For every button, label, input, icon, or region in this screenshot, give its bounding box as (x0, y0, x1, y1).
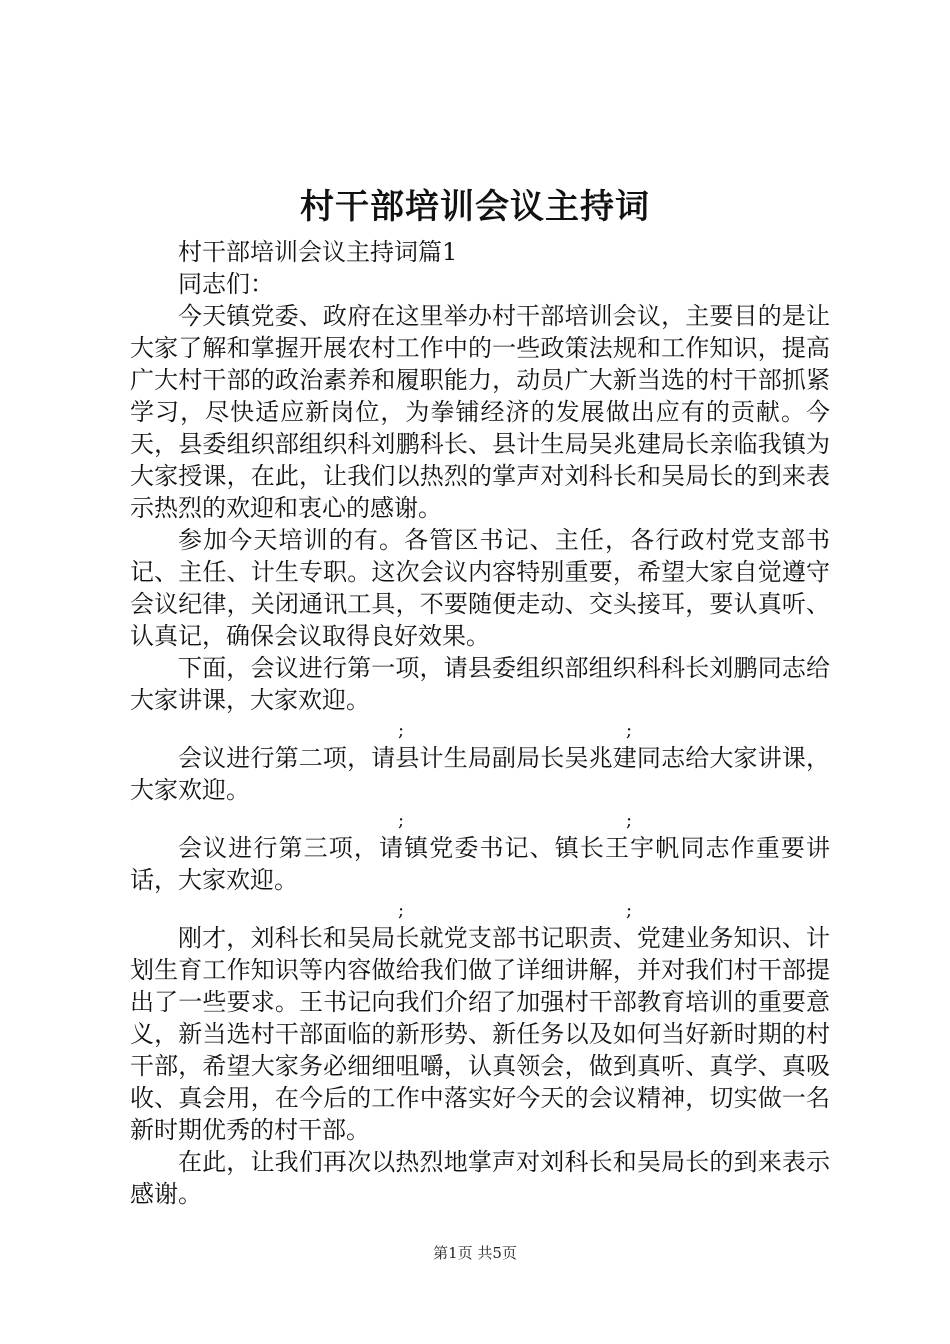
document-body (130, 236, 830, 1210)
page-footer: 第1页 共5页 (433, 1244, 517, 1262)
separator-mark: ; (398, 900, 405, 921)
paragraph-summary: 刚才，刘科长和吴局长就党支部书记职责、党建业务知识、计划生育工作知识等内容做给我们做了详细讲解，并对我们村干部提出了一些要求。王书记向我们介绍了加强村干部教育培训的重要意义，新当选村干部面临的新形势、新任务以及如何当好新时期的村干部，希望大家务必细细咀嚼，认真领会，做到真听、真学、真吸收、真会用，在今后的工作中落实好今天的会议精神，切实做一名新时期优秀的村干部。 (130, 924, 830, 1144)
document-title: 村干部培训会议主持词 (300, 187, 650, 227)
separator-row (130, 716, 830, 742)
section-heading: 村干部培训会议主持词篇1 (178, 238, 458, 266)
paragraph-item-1: 下面，会议进行第一项，请县委组织部组织科科长刘鹏同志给大家讲课，大家欢迎。 (130, 654, 830, 714)
paragraph-attendees: 参加今天培训的有。各管区书记、主任，各行政村党支部书记、主任、计生专职。这次会议内容特别重要，希望大家自觉遵守会议纪律，关闭通讯工具，不要随便走动、交头接耳，要认真听、认真记，确保会议取得良好效果。 (130, 526, 830, 650)
paragraph-item-2: 会议进行第二项，请县计生局副局长吴兆建同志给大家讲课，大家欢迎。 (130, 744, 830, 804)
paragraph-intro: 今天镇党委、政府在这里举办村干部培训会议，主要目的是让大家了解和掌握开展农村工作中的一些政策法规和工作知识，提高广大村干部的政治素养和履职能力，动员广大新当选的村干部抓紧学习，尽快适应新岗位，为拳铺经济的发展做出应有的贡献。今天，县委组织部组织科刘鹏科长、县计生局吴兆建局长亲临我镇为大家授课，在此，让我们以热烈的掌声对刘科长和吴局长的到来表示热烈的欢迎和衷心的感谢。 (130, 302, 830, 522)
separator-row (130, 806, 830, 832)
paragraph-closing: 在此，让我们再次以热烈地掌声对刘科长和吴局长的到来表示感谢。 (130, 1148, 830, 1208)
separator-mark: ; (398, 810, 405, 831)
separator-mark: ; (626, 810, 633, 831)
separator-row (130, 896, 830, 922)
paragraph-item-3: 会议进行第三项，请镇党委书记、镇长王宇帆同志作重要讲话，大家欢迎。 (130, 834, 830, 894)
separator-mark: ; (398, 720, 405, 741)
separator-mark: ; (626, 720, 633, 741)
greeting: 同志们： (178, 270, 274, 298)
separator-mark: ; (626, 900, 633, 921)
